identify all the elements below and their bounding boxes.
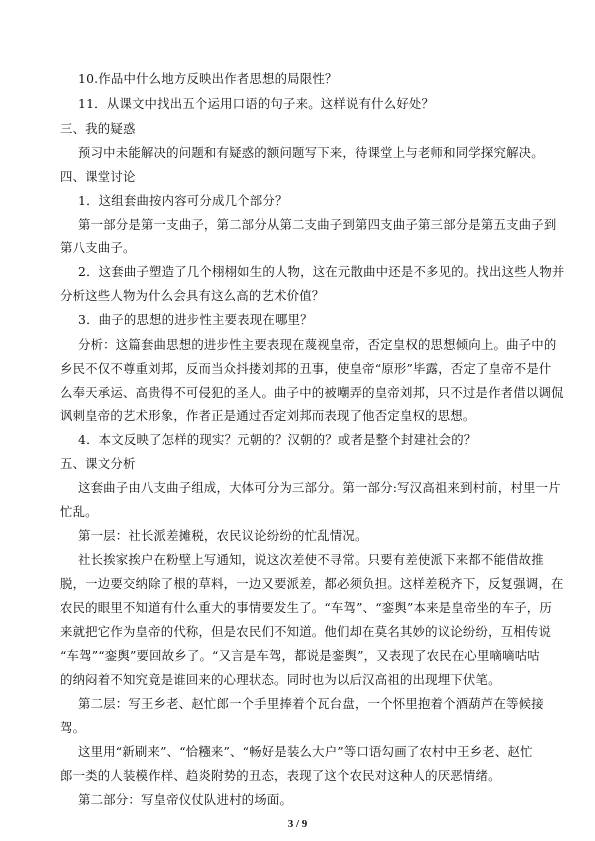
text-line: 脱，一边要交纳除了根的草料，一边又要派差，都必须负担。这样差税齐下，反复强调，在 <box>60 576 564 591</box>
section-heading: 四、课堂讨论 <box>60 169 136 184</box>
text-line: 驾。 <box>60 720 86 735</box>
text-line: 10.作品中什么地方反映出作者思想的局限性？ <box>78 71 338 86</box>
text-line: 这套曲子由八支曲子组成，大体可分为三部分。第一部分:写汉高祖来到村前，村里一片 <box>78 480 561 495</box>
text-line: 乡民不仅不尊重刘邦，反而当众抖搂刘邦的丑事，使皇帝“原形”毕露，否定了皇帝不是什 <box>60 361 552 376</box>
page-number: 3 / 9 <box>287 818 308 830</box>
section-heading: 三、我的疑惑 <box>60 121 136 136</box>
text-line: 3．曲子的思想的进步性主要表现在哪里？ <box>78 312 313 327</box>
text-line: 2．这套曲子塑造了几个栩栩如生的人物，这在元散曲中还是不多见的。找出这些人物并 <box>78 264 565 279</box>
text-line: 分析这些人物为什么会具有这么高的艺术价值？ <box>60 288 325 303</box>
text-line: 这里用“新刷来”、“恰糨来”、“畅好是装么大户”等口语勾画了农村中王乡老、赵忙 <box>78 744 533 759</box>
text-line: 来就把它作为皇帝的代称，但是农民们不知道。他们却在莫名其妙的议论纷纷，互相传说 <box>60 624 552 639</box>
text-line: 农民的眼里不知道有什么重大的事情要发生了。“车驾”、“銮舆”本来是皇帝坐的车子，历 <box>60 600 552 615</box>
text-line: 社长挨家挨户在粉壁上写通知，说这次差使不寻常。只要有差使派下来都不能借故推 <box>78 552 544 567</box>
text-line: 第二层：写王乡老、赵忙郎一个手里捧着个瓦台盘，一个怀里抱着个酒葫芦在等候接 <box>78 696 544 711</box>
section-heading: 五、课文分析 <box>60 456 136 471</box>
text-line: 的纳闷着不知究竟是谁回来的心理状态。同时也为以后汉高祖的出现埋下伏笔。 <box>60 672 501 687</box>
text-line: 第一部分是第一支曲子，第二部分从第二支曲子到第四支曲子第三部分是第五支曲子到 <box>78 217 557 232</box>
text-line: 1．这组套曲按内容可分成几个部分？ <box>78 193 288 208</box>
text-line: 第一层：社长派差摊税，农民议论纷纷的忙乱情况。 <box>78 528 368 543</box>
text-line: 预习中未能解决的问题和有疑惑的额问题写下来，待课堂上与老师和同学探究解决。 <box>78 145 544 160</box>
text-line: 4．本文反映了怎样的现实？元朝的？汉朝的？或者是整个封建社会的？ <box>78 432 477 447</box>
text-line: 第二部分：写皇帝仪仗队进村的场面。 <box>78 792 293 807</box>
text-line: 11．从课文中找出五个运用口语的句子来。这样说有什么好处？ <box>78 96 435 111</box>
text-line: 讽刺皇帝的艺术形象，作者正是通过否定刘邦而表现了他否定皇权的思想。 <box>60 408 476 423</box>
text-line: 分析：这篇套曲思想的进步性主要表现在蔑视皇帝，否定皇权的思想倾向上。曲子中的 <box>78 337 557 352</box>
text-line: 么奉天承运、高贵得不可侵犯的圣人。曲子中的被嘲弄的皇帝刘邦，只不过是作者借以调侃 <box>60 385 564 400</box>
text-line: 第八支曲子。 <box>60 240 136 255</box>
text-line: 忙乱。 <box>60 504 98 519</box>
text-line: “车驾”“銮舆”要回故乡了。“又言是车驾，都说是銮舆”，又表现了农民在心里嘀嘀咕咕 <box>60 648 540 663</box>
text-line: 郎一类的人装模作样、趋炎附势的丑态，表现了这个农民对这种人的厌恶情绪。 <box>60 768 501 783</box>
